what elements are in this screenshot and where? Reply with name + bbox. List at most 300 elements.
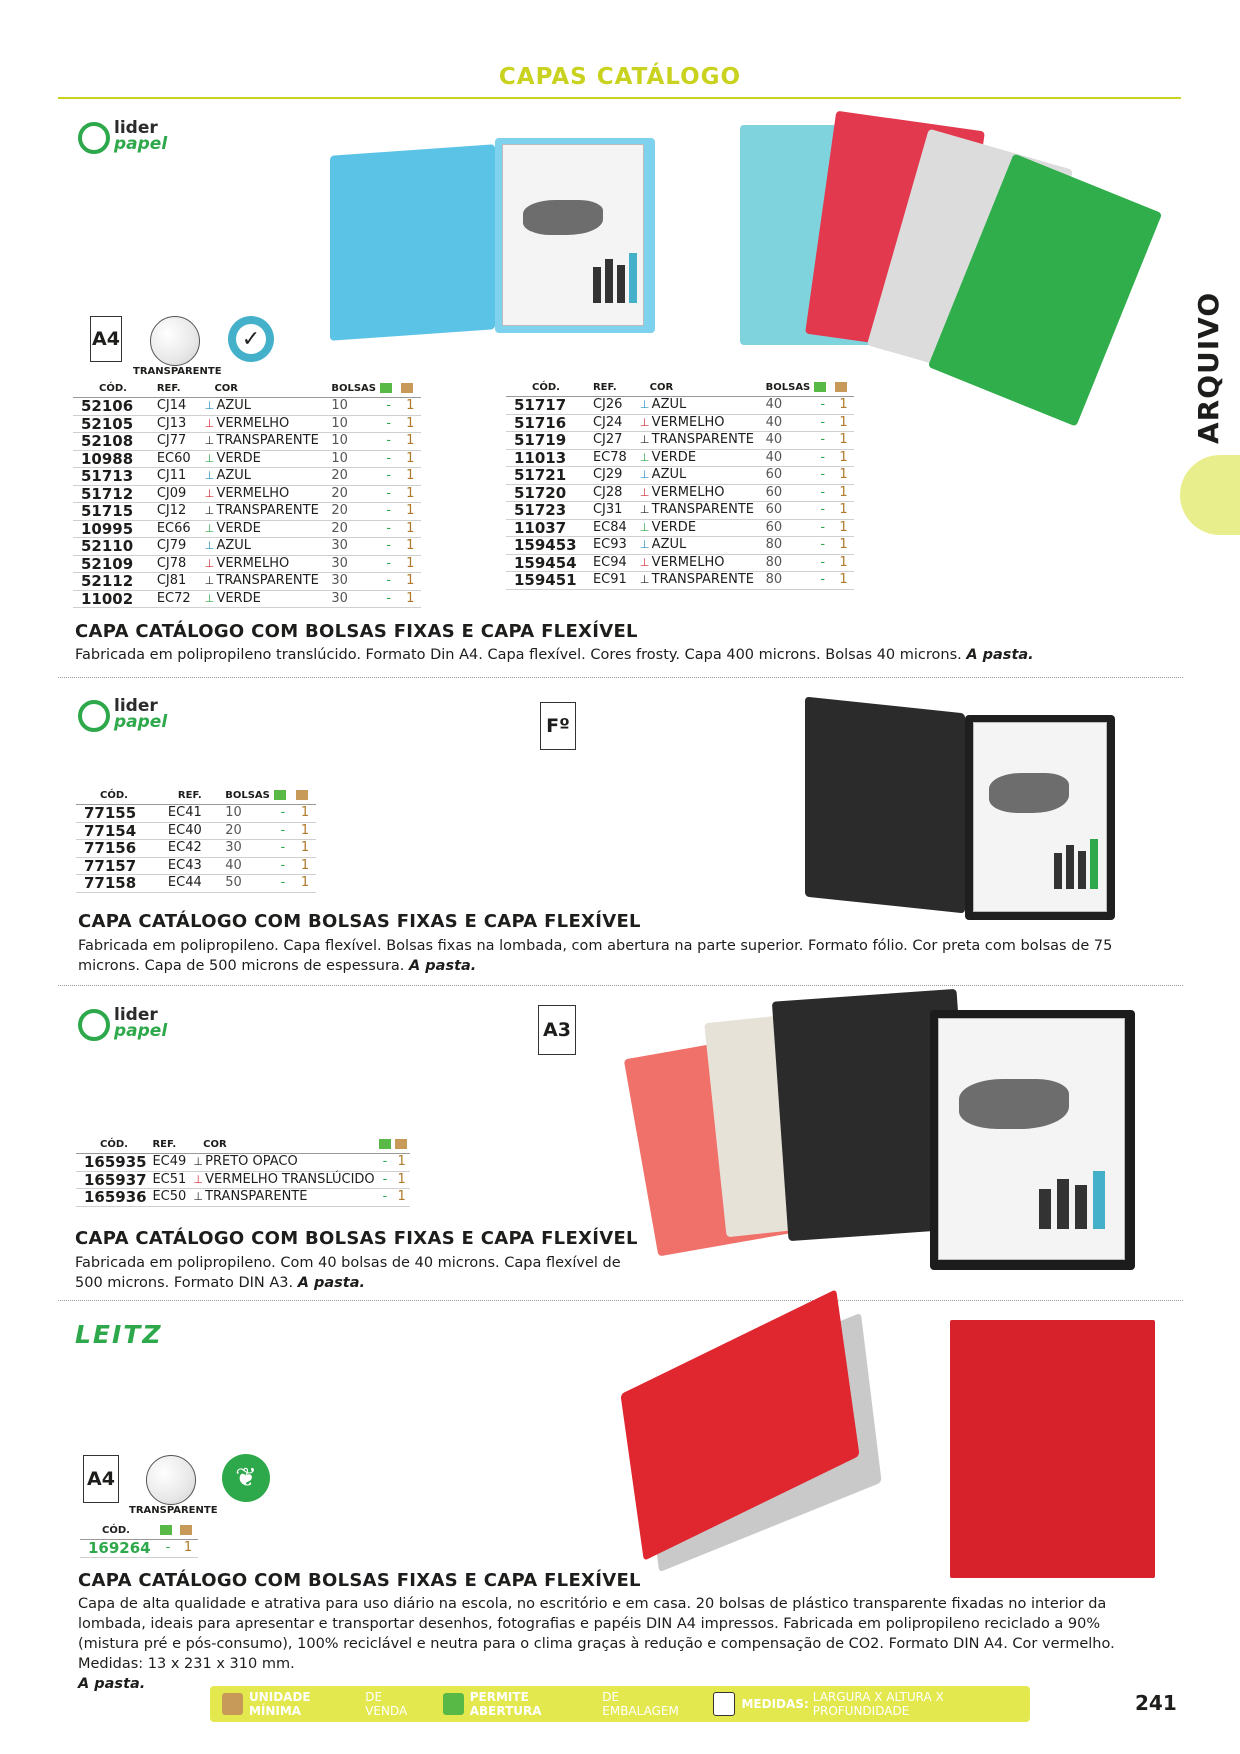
table-row	[73, 538, 421, 556]
col-bolsas: BOLSAS	[764, 380, 813, 397]
product-table-3	[76, 1137, 410, 1207]
color-marker-icon: ⊥	[204, 504, 215, 518]
format-a4-icon	[90, 316, 122, 362]
cell-cor	[636, 484, 764, 502]
col-open-icon	[272, 788, 294, 805]
cell-cod: 52110	[73, 538, 155, 556]
cell-bolsas: 80	[764, 572, 813, 590]
color-marker-icon: ⊥	[204, 521, 215, 535]
cell-cod: 52105	[73, 415, 155, 433]
cell-cor-text: VERMELHO	[216, 555, 290, 571]
table-row	[506, 449, 854, 467]
cell-cor	[200, 485, 329, 503]
cell-unit: 1	[833, 519, 854, 537]
col-cor: COR	[636, 380, 764, 397]
cell-open: -	[812, 572, 833, 590]
cell-cor-text: VERMELHO	[651, 414, 725, 430]
cell-unit: 1	[178, 1540, 198, 1558]
format-a4-icon	[83, 1455, 119, 1503]
table-row	[506, 502, 854, 520]
cell-unit: 1	[833, 484, 854, 502]
cell-cor	[636, 432, 764, 450]
cell-ref: EC42	[166, 840, 223, 858]
leitz-logo: LEITZ	[75, 1320, 163, 1349]
cell-bolsas: 60	[764, 519, 813, 537]
transparent-circle-icon	[146, 1455, 196, 1505]
cell-cor-text: AZUL	[651, 397, 687, 413]
format-a4-label: A4	[87, 1468, 115, 1490]
cell-bolsas: 10	[223, 805, 272, 823]
legend-min-unit-rest: DE VENDA	[365, 1690, 408, 1718]
legend-open-pack-rest: DE EMBALAGEM	[602, 1690, 679, 1718]
col-ref: REF.	[155, 381, 201, 398]
cell-bolsas: 60	[764, 502, 813, 520]
box-icon	[401, 383, 413, 393]
cell-bolsas: 60	[764, 467, 813, 485]
table-row	[73, 485, 421, 503]
table-row	[73, 520, 421, 538]
color-marker-icon: ⊥	[204, 451, 215, 465]
cell-open: -	[378, 520, 399, 538]
cell-unit: 1	[294, 805, 316, 823]
logo-word-1: lider	[114, 1005, 158, 1025]
footer-legend	[210, 1686, 1030, 1722]
cell-cor-text: AZUL	[651, 467, 687, 483]
cell-cod: 10988	[73, 450, 155, 468]
cell-open: -	[272, 875, 294, 893]
cell-ref: EC93	[591, 537, 636, 555]
cell-unit: 1	[393, 1189, 410, 1207]
table-row	[73, 590, 421, 608]
cell-bolsas: 40	[223, 857, 272, 875]
table-row	[506, 537, 854, 555]
cell-unit: 1	[399, 538, 421, 556]
cell-ref: EC60	[155, 450, 201, 468]
header-rule	[58, 97, 1181, 99]
col-bolsas: BOLSAS	[329, 381, 378, 398]
cell-cod: 77154	[76, 822, 166, 840]
color-marker-icon: ⊥	[639, 433, 650, 447]
cell-cor-text: TRANSPARENTE	[205, 1189, 308, 1205]
col-unit-icon	[399, 381, 421, 398]
cell-cor	[636, 397, 764, 415]
format-a3-label: A3	[543, 1019, 571, 1041]
cell-cod: 51721	[506, 467, 591, 485]
product-title-2: CAPA CATÁLOGO COM BOLSAS FIXAS E CAPA FLEXÍVEL	[78, 911, 641, 932]
table-row	[80, 1540, 198, 1558]
open-pack-icon	[274, 790, 286, 800]
product-desc-4	[78, 1594, 1158, 1694]
col-ref: REF.	[150, 1137, 189, 1154]
cell-cod: 51716	[506, 414, 591, 432]
cell-ref: CJ31	[591, 502, 636, 520]
cell-bolsas: 40	[764, 449, 813, 467]
logo-word-1: lider	[114, 118, 158, 138]
cell-cor-text: TRANSPARENTE	[216, 503, 319, 519]
color-marker-icon: ⊥	[204, 399, 215, 413]
cell-bolsas: 20	[329, 468, 378, 486]
cell-cor-text: PRETO OPACO	[205, 1154, 298, 1170]
format-a3-icon	[538, 1005, 576, 1055]
cell-unit: 1	[399, 433, 421, 451]
cell-cor	[200, 590, 329, 608]
lider-papel-logo-icon	[78, 122, 110, 154]
cell-cor-text: VERMELHO	[216, 415, 290, 431]
cell-bolsas: 40	[764, 397, 813, 415]
cell-cor	[636, 554, 764, 572]
cell-unit: 1	[833, 449, 854, 467]
cell-cor-text: VERMELHO TRANSLÚCIDO	[205, 1171, 375, 1187]
col-cor: COR	[189, 1137, 377, 1154]
product-title-1: CAPA CATÁLOGO COM BOLSAS FIXAS E CAPA FLEXÍVEL	[75, 621, 638, 642]
lider-papel-logo	[78, 694, 188, 738]
open-pack-icon	[814, 382, 826, 392]
table-row	[76, 805, 316, 823]
cell-ref: EC44	[166, 875, 223, 893]
table-row	[73, 398, 421, 416]
cell-cor-text: AZUL	[651, 537, 687, 553]
cell-cor	[200, 433, 329, 451]
cell-cod: 165935	[76, 1154, 150, 1172]
cell-cor	[189, 1154, 377, 1172]
table-row	[506, 414, 854, 432]
cell-cor	[200, 468, 329, 486]
product-desc-1-text: Fabricada em polipropileno translúcido. Formato Din A4. Capa flexível. Cores frosty. Capa 400 microns. Bolsas 40 microns.	[75, 647, 962, 663]
cell-cod: 52106	[73, 398, 155, 416]
section-divider	[58, 985, 1183, 986]
cell-ref: EC84	[591, 519, 636, 537]
page-title: CAPAS CATÁLOGO	[498, 64, 742, 90]
cell-bolsas: 20	[329, 520, 378, 538]
cell-cod: 52109	[73, 555, 155, 573]
cell-ref: CJ11	[155, 468, 201, 486]
cell-cor-text: VERDE	[651, 519, 697, 535]
cell-cor	[636, 519, 764, 537]
cell-cod: 77155	[76, 805, 166, 823]
product-table-4	[80, 1523, 198, 1558]
table-row	[506, 467, 854, 485]
cell-bolsas: 10	[329, 415, 378, 433]
color-marker-icon: ⊥	[639, 573, 650, 587]
color-marker-icon: ⊥	[204, 416, 215, 430]
col-open-icon	[812, 380, 833, 397]
cell-ref: CJ26	[591, 397, 636, 415]
cell-unit: 1	[399, 573, 421, 591]
cell-open: -	[377, 1189, 394, 1207]
cell-bolsas: 10	[329, 398, 378, 416]
section-divider	[58, 1300, 1183, 1301]
cell-cor-text: TRANSPARENTE	[651, 432, 755, 448]
cell-open: -	[378, 468, 399, 486]
cell-cor	[636, 537, 764, 555]
cell-bolsas: 20	[223, 822, 272, 840]
cell-cor-text: TRANSPARENTE	[216, 573, 319, 589]
cell-cor-text: TRANSPARENTE	[651, 502, 755, 518]
cell-cor	[200, 398, 329, 416]
color-marker-icon: ⊥	[204, 486, 215, 500]
cell-open: -	[812, 502, 833, 520]
cell-unit: 1	[399, 485, 421, 503]
product-desc-3-line-2: 500 microns. Formato DIN A3.	[75, 1275, 294, 1291]
cell-open: -	[378, 450, 399, 468]
cell-ref: CJ81	[155, 573, 201, 591]
table-row	[73, 573, 421, 591]
cell-cod: 159454	[506, 554, 591, 572]
box-icon	[180, 1525, 192, 1535]
cell-cod: 77156	[76, 840, 166, 858]
cell-unit: 1	[833, 467, 854, 485]
cell-bolsas: 40	[764, 432, 813, 450]
color-marker-icon: ⊥	[204, 574, 215, 588]
cell-open: -	[812, 537, 833, 555]
lider-papel-logo	[78, 1003, 188, 1047]
cell-ref: EC72	[155, 590, 201, 608]
cell-cod: 165937	[76, 1171, 150, 1189]
cell-ref: CJ28	[591, 484, 636, 502]
cell-cod: 159453	[506, 537, 591, 555]
product-desc-4-tail: A pasta.	[78, 1676, 146, 1692]
cell-unit: 1	[833, 572, 854, 590]
cell-ref: CJ13	[155, 415, 201, 433]
table-row	[73, 555, 421, 573]
cell-cod: 77157	[76, 857, 166, 875]
product-title-4: CAPA CATÁLOGO COM BOLSAS FIXAS E CAPA FLEXÍVEL	[78, 1570, 641, 1591]
cell-ref: CJ77	[155, 433, 201, 451]
product-desc-1-tail: A pasta.	[966, 647, 1034, 663]
legend-min-unit	[222, 1690, 425, 1718]
cell-cor	[200, 415, 329, 433]
cell-ref: EC51	[150, 1171, 189, 1189]
product-desc-2	[78, 936, 1118, 976]
cell-unit: 1	[393, 1171, 410, 1189]
side-tab-folder-icon	[1180, 455, 1240, 535]
cell-open: -	[272, 822, 294, 840]
cell-ref: CJ27	[591, 432, 636, 450]
cell-unit: 1	[399, 555, 421, 573]
table-row	[506, 554, 854, 572]
color-marker-icon: ⊥	[204, 591, 215, 605]
cell-unit: 1	[833, 502, 854, 520]
table-row	[73, 450, 421, 468]
col-cod: CÓD.	[76, 788, 166, 805]
cell-cod: 52112	[73, 573, 155, 591]
box-icon	[395, 1139, 407, 1149]
cell-cor-text: VERMELHO	[651, 484, 725, 500]
cell-cor	[636, 572, 764, 590]
cell-cor	[200, 450, 329, 468]
cell-open: -	[272, 840, 294, 858]
product-table-right	[506, 380, 854, 590]
cell-open: -	[812, 467, 833, 485]
cell-ref: EC49	[150, 1154, 189, 1172]
cell-bolsas: 20	[329, 503, 378, 521]
cell-open: -	[812, 432, 833, 450]
legend-measures	[713, 1690, 1030, 1718]
eco-leaf-icon: ❦	[222, 1454, 270, 1502]
cell-bolsas: 80	[764, 537, 813, 555]
section-divider	[58, 677, 1183, 678]
col-open-icon	[377, 1137, 394, 1154]
col-cod: CÓD.	[73, 381, 155, 398]
product-desc-3-line-1: Fabricada em polipropileno. Com 40 bolsas de 40 microns. Capa flexível de	[75, 1255, 621, 1271]
cell-unit: 1	[399, 503, 421, 521]
table-row	[76, 1171, 410, 1189]
cell-unit: 1	[294, 875, 316, 893]
cell-open: -	[377, 1171, 394, 1189]
cell-cor	[636, 414, 764, 432]
logo-word-2: papel	[114, 1021, 168, 1041]
cell-bolsas: 10	[329, 450, 378, 468]
table-row	[76, 1154, 410, 1172]
logo-word-2: papel	[114, 712, 168, 732]
cell-open: -	[378, 398, 399, 416]
cell-open: -	[812, 519, 833, 537]
color-marker-icon: ⊥	[193, 1155, 203, 1169]
color-marker-icon: ⊥	[639, 450, 650, 464]
cell-open: -	[378, 590, 399, 608]
side-tab-label: ARQUIVO	[1192, 291, 1225, 444]
cell-ref: CJ79	[155, 538, 201, 556]
cell-open: -	[378, 415, 399, 433]
product-image-blue-folder	[330, 130, 660, 340]
cell-open: -	[378, 573, 399, 591]
color-marker-icon: ⊥	[204, 539, 215, 553]
cell-cor-text: AZUL	[216, 398, 251, 414]
color-marker-icon: ⊥	[204, 434, 215, 448]
box-icon	[835, 382, 847, 392]
cell-open: -	[378, 555, 399, 573]
lider-papel-logo-icon	[78, 1009, 110, 1041]
table-row	[506, 397, 854, 415]
cell-ref: EC91	[591, 572, 636, 590]
box-icon	[296, 790, 308, 800]
cell-cod: 52108	[73, 433, 155, 451]
cell-unit: 1	[833, 537, 854, 555]
col-ref: REF.	[166, 788, 223, 805]
cell-cor-text: VERDE	[216, 590, 261, 606]
col-cod: CÓD.	[80, 1523, 158, 1540]
cell-bolsas: 30	[223, 840, 272, 858]
cell-unit: 1	[833, 397, 854, 415]
color-marker-icon: ⊥	[639, 415, 650, 429]
product-desc-2-tail: A pasta.	[409, 958, 477, 974]
color-marker-icon: ⊥	[204, 469, 215, 483]
cell-ref: CJ24	[591, 414, 636, 432]
cell-open: -	[812, 414, 833, 432]
col-ref: REF.	[591, 380, 636, 397]
cell-cod: 10995	[73, 520, 155, 538]
quality-check-icon: ✓	[228, 316, 274, 362]
cell-bolsas: 10	[329, 433, 378, 451]
col-open-icon	[158, 1523, 178, 1540]
transparent-label: TRANSPARENTE	[129, 1505, 218, 1516]
format-a4-label: A4	[92, 328, 120, 350]
product-image-folder-colors	[735, 105, 1175, 405]
cell-unit: 1	[393, 1154, 410, 1172]
cell-unit: 1	[833, 414, 854, 432]
col-unit-icon	[833, 380, 854, 397]
product-desc-3-tail: A pasta.	[297, 1275, 366, 1291]
cell-cor	[200, 573, 329, 591]
product-table-2	[76, 788, 316, 893]
color-marker-icon: ⊥	[193, 1172, 203, 1186]
cell-open: -	[158, 1540, 178, 1558]
col-cod: CÓD.	[76, 1137, 150, 1154]
cell-cod: 51723	[506, 502, 591, 520]
format-folio-label: Fº	[546, 715, 570, 737]
cell-cod: 11002	[73, 590, 155, 608]
cell-ref: CJ14	[155, 398, 201, 416]
cell-ref: CJ09	[155, 485, 201, 503]
cell-unit: 1	[294, 822, 316, 840]
cell-open: -	[378, 503, 399, 521]
cell-cor-text: VERDE	[216, 450, 261, 466]
cell-unit: 1	[833, 554, 854, 572]
cell-unit: 1	[833, 432, 854, 450]
cell-open: -	[378, 485, 399, 503]
cell-cor	[636, 502, 764, 520]
cell-open: -	[812, 449, 833, 467]
cell-cor-text: AZUL	[216, 468, 251, 484]
cell-ref: CJ29	[591, 467, 636, 485]
table-row	[76, 822, 316, 840]
cell-bolsas: 60	[764, 484, 813, 502]
cell-bolsas: 30	[329, 555, 378, 573]
product-desc-3	[75, 1253, 635, 1293]
cell-bolsas: 30	[329, 538, 378, 556]
cell-cod: 165936	[76, 1189, 150, 1207]
cell-cor-text: AZUL	[216, 538, 251, 554]
table-row	[73, 503, 421, 521]
transparent-circle-icon	[150, 316, 200, 366]
cell-bolsas: 80	[764, 554, 813, 572]
legend-min-unit-bold: UNIDADE MÍNIMA	[248, 1690, 311, 1718]
cell-open: -	[272, 857, 294, 875]
cell-bolsas: 40	[764, 414, 813, 432]
cell-ref: EC78	[591, 449, 636, 467]
cell-unit: 1	[399, 398, 421, 416]
legend-measures-bold: MEDIDAS:	[741, 1697, 809, 1711]
cell-open: -	[812, 484, 833, 502]
cell-cor-text: VERMELHO	[651, 554, 725, 570]
product-table-left	[73, 381, 421, 608]
cell-open: -	[378, 433, 399, 451]
cell-unit: 1	[294, 857, 316, 875]
cell-cod: 51713	[73, 468, 155, 486]
cell-cor-text: VERDE	[216, 520, 261, 536]
logo-word-2: papel	[114, 134, 168, 154]
cell-cod: 51717	[506, 397, 591, 415]
cell-cod: 51712	[73, 485, 155, 503]
table-row	[506, 572, 854, 590]
legend-open-pack-bold: PERMITE ABERTURA	[469, 1690, 542, 1718]
cell-cor	[200, 520, 329, 538]
cell-cor	[189, 1171, 377, 1189]
col-open-icon	[378, 381, 399, 398]
cell-cod: 77158	[76, 875, 166, 893]
legend-measures-rest: LARGURA X ALTURA X PROFUNDIDADE	[812, 1690, 944, 1718]
col-cor: COR	[200, 381, 329, 398]
cell-cod: 11037	[506, 519, 591, 537]
lider-papel-logo	[78, 116, 188, 160]
cell-ref: EC94	[591, 554, 636, 572]
table-row	[76, 840, 316, 858]
cell-bolsas: 30	[329, 590, 378, 608]
table-row	[506, 519, 854, 537]
color-marker-icon: ⊥	[639, 468, 650, 482]
table-row	[73, 415, 421, 433]
measure-icon	[713, 1692, 736, 1716]
